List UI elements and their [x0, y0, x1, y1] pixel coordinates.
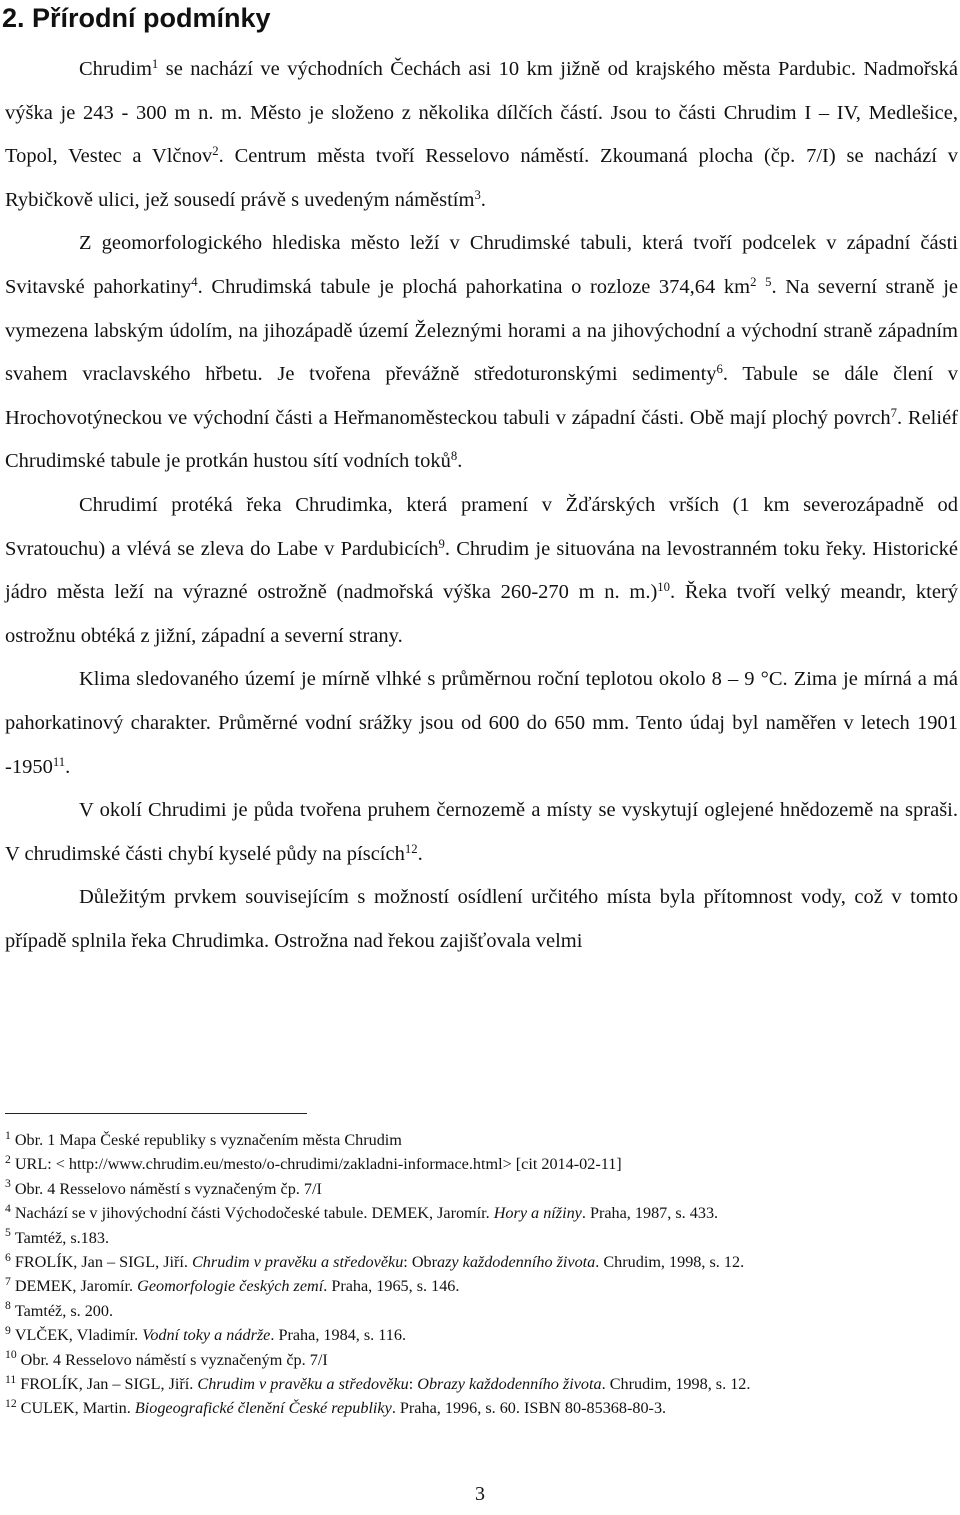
footnote	[5, 1274, 940, 1298]
footnote-ref: 9	[438, 536, 445, 551]
paragraph	[5, 222, 958, 484]
footnote-number: 7	[5, 1275, 11, 1289]
text-run: .	[65, 755, 71, 778]
text-run: Z geomorfologického hlediska město leží v Chrudimské tabuli, která tvoří podcelek v západní části Svitavské pahorkatiny	[5, 232, 958, 298]
text-run: .	[457, 450, 463, 473]
text-run: DEMEK, Jaromír.	[14, 1277, 138, 1296]
body-text	[5, 48, 958, 963]
footnote	[5, 1372, 940, 1396]
footnote-ref: 2	[750, 274, 757, 289]
footnote-ref: 11	[52, 754, 66, 769]
footnote-ref: 10	[657, 580, 670, 595]
text-run: Nachází se v jihovýchodní části Východočeské tabule. DEMEK, Jaromír.	[14, 1204, 494, 1223]
text-run: . Chrudimská tabule je plochá pahorkatina o rozloze 374,64 km	[197, 275, 751, 298]
paragraph	[5, 484, 958, 658]
text-run: Obr. 1 Mapa České republiky s vyznačením města Chrudim	[14, 1131, 402, 1149]
text-run: . Centrum města tvoří Resselovo náměstí. Zkoumaná plocha (čp. 7/I) se nachází v Rybičkově ulici, jež sousedí právě s uvedeným náměstím	[5, 145, 959, 211]
footnote-separator	[5, 1113, 307, 1114]
text-run: Tamtéž, s. 200.	[14, 1301, 114, 1320]
italic-title: Biogeografické členění České republiky	[134, 1399, 392, 1418]
paragraph	[5, 658, 958, 789]
footnote-ref: 3	[474, 187, 481, 202]
text-run: Chrudimí protéká řeka Chrudimka, která pramení v Žďárských vrších (1 km severozápadně od Svratouchu) a vlévá se zleva do Labe v Pardubicích	[5, 493, 958, 560]
footnote-ref: 8	[450, 449, 458, 464]
footnote-number: 5	[5, 1226, 11, 1240]
italic-title: Chrudim v pravěku a středověku	[197, 1375, 409, 1394]
section-heading: 2. Přírodní podmínky	[2, 3, 271, 33]
footnote	[5, 1152, 940, 1176]
italic-title: Geomorfologie českých zemí	[137, 1277, 324, 1296]
text-run: . Praha, 1996, s. 60. ISBN 80-85368-80-3.	[391, 1399, 667, 1418]
paragraph	[5, 876, 958, 963]
text-run	[757, 276, 766, 298]
text-run: se nachází ve východních Čechách asi 10 km jižně od krajského města Pardubic. Nadmořská výška je 243 - 300 m n. m. Město je složeno z několika dílčích částí. Jsou to části Chrudim I – IV, Medlešice, Topol, Vestec a Vlčnov	[5, 58, 958, 168]
italic-title: Vodní toky a nádrže	[142, 1326, 271, 1345]
footnote-ref: 4	[191, 274, 198, 289]
footnote	[5, 1226, 940, 1250]
text-run: : Obr	[403, 1253, 438, 1272]
text-run: VLČEK, Vladimír.	[14, 1326, 143, 1345]
text-run: .	[480, 188, 486, 211]
footnote	[5, 1177, 940, 1201]
italic-title: Hory a nížiny	[493, 1204, 582, 1223]
footnote-number: 12	[5, 1397, 17, 1411]
footnote-number: 11	[5, 1372, 17, 1386]
text-run: . Chrudim, 1998, s. 12.	[601, 1375, 751, 1394]
text-run: Důležitým prvkem souvisejícím s možností osídlení určitého místa byla přítomnost vody, což v tomto případě splnila řeka Chrudimka. Ostrožna nad řekou zajišťovala velmi	[5, 886, 958, 952]
text-run: . Praha, 1965, s. 146.	[323, 1277, 460, 1296]
italic-title: Obrazy každodenního života	[417, 1375, 602, 1394]
footnote-number: 4	[5, 1201, 11, 1215]
footnote-ref: 1	[151, 57, 159, 72]
paragraph	[5, 48, 958, 222]
footnote-number: 2	[5, 1153, 11, 1166]
footnote-ref: 12	[404, 841, 418, 856]
italic-title: Chrudim v pravěku a středověku	[192, 1253, 404, 1272]
text-run: . Řeka tvoří velký meandr, který ostrožnu obtéká z jižní, západní a severní strany.	[5, 581, 958, 647]
footnote-ref: 2	[212, 144, 219, 159]
footnote	[5, 1348, 940, 1372]
text-run: FROLÍK, Jan – SIGL, Jiří.	[20, 1375, 198, 1394]
text-run: . Na severní straně je vymezena labským údolím, na jihozápadě území Železnými horami a na jihovýchodní a východní straně západním svahem vraclavského hřbetu. Je tvořena převážně středoturonskými sedimenty	[5, 275, 959, 386]
text-run: . Praha, 1987, s. 433.	[581, 1204, 719, 1223]
footnote	[5, 1323, 940, 1347]
footnotes	[5, 1128, 940, 1421]
text-run: :	[408, 1375, 418, 1394]
text-run: URL: < http://www.chrudim.eu/mesto/o-chrudimi/zakladni-informace.html> [cit 2014-02-11]	[14, 1155, 622, 1174]
text-run: . Chrudim, 1998, s. 12.	[595, 1253, 745, 1272]
footnote	[5, 1299, 940, 1323]
footnote-number: 3	[5, 1177, 11, 1191]
footnote-ref: 5	[765, 274, 772, 289]
footnote	[5, 1250, 940, 1274]
text-run: Obr. 4 Resselovo náměstí s vyznačeným čp. 7/I	[20, 1350, 328, 1369]
footnote-number: 1	[5, 1128, 11, 1142]
text-run: Obr. 4 Resselovo náměstí s vyznačeným čp. 7/I	[14, 1179, 322, 1198]
text-run: . Chrudim je situována na levostranném toku řeky. Historické jádro města leží na výrazné ostrožně (nadmořská výška 260-270 m n. m.)	[5, 537, 958, 604]
footnote-number: 9	[5, 1323, 11, 1337]
footnote-ref: 7	[890, 405, 897, 420]
paragraph	[5, 789, 958, 876]
text-run: Tamtéž, s.183.	[14, 1228, 109, 1247]
text-run: FROLÍK, Jan – SIGL, Jiří.	[14, 1253, 192, 1272]
footnote-number: 10	[5, 1348, 17, 1362]
text-run: Klima sledovaného území je mírně vlhké s průměrnou roční teplotou okolo 8 – 9 °C. Zima je mírná a má pahorkatinový charakter. Průměrné vodní srážky jsou od 600 do 650 mm. Tento údaj byl naměřen v letech 1901 -1950	[5, 668, 958, 778]
text-run: Chrudim	[79, 58, 152, 80]
footnote-number: 6	[5, 1250, 11, 1264]
text-run: CULEK, Martin.	[20, 1399, 135, 1418]
text-run: .	[417, 842, 423, 865]
text-run: . Reliéf Chrudimské tabule je protkán hustou sítí vodních toků	[5, 406, 958, 473]
footnote	[5, 1128, 940, 1152]
text-run: . Praha, 1984, s. 116.	[270, 1326, 407, 1345]
page-number: 3	[475, 1483, 485, 1505]
text-run: . Tabule se dále člení v Hrochovotýneckou ve východní části a Heřmanoměsteckou tabuli v západní části. Obě mají plochý povrch	[5, 363, 958, 429]
text-run: V okolí Chrudimi je půda tvořena pruhem černozemě a místy se vyskytují oglejené hnědozemě na spraši. V chrudimské části chybí kyselé půdy na píscích	[5, 799, 958, 865]
italic-title: azy každodenního života	[437, 1253, 596, 1272]
footnote-ref: 6	[716, 362, 723, 377]
footnote	[5, 1396, 940, 1420]
footnote-number: 8	[5, 1299, 11, 1313]
footnote	[5, 1201, 940, 1225]
